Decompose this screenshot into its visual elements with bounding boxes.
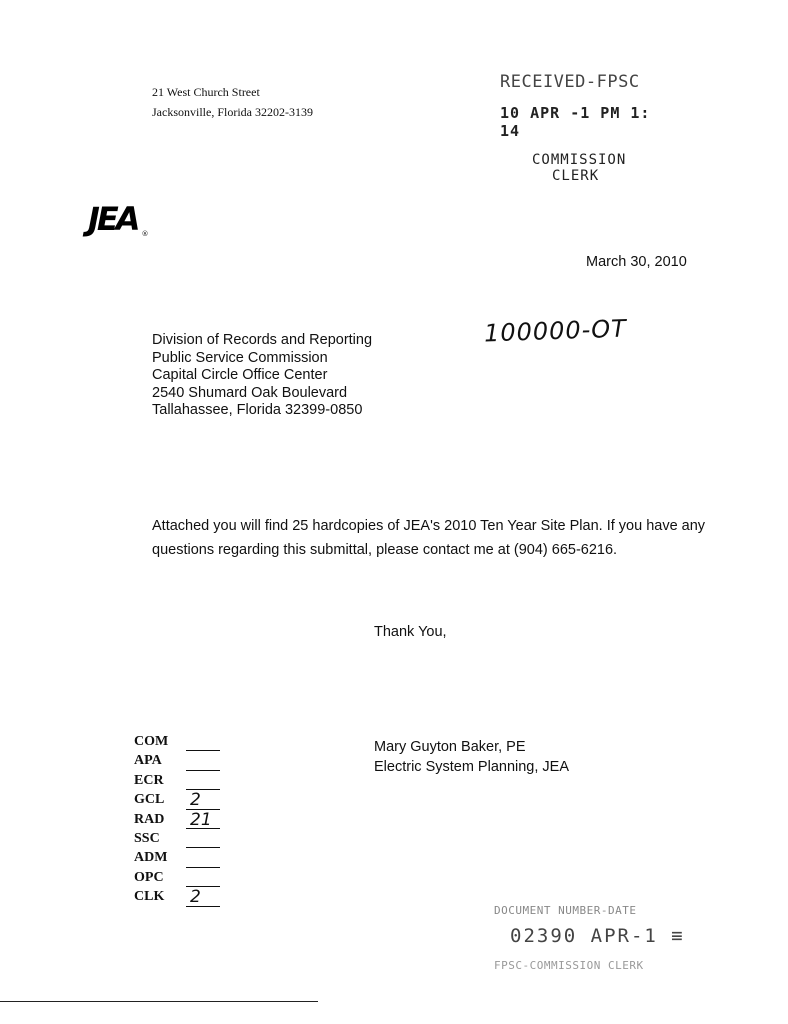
routing-row <box>134 771 220 790</box>
signature-block <box>374 737 569 777</box>
body-paragraph: Attached you will find 25 hardcopies of JEA's 2010 Ten Year Site Plan. If you have any questions regarding this submittal, please contact me at (904) 665-6216. <box>152 518 706 558</box>
recipient-address <box>152 332 372 420</box>
routing-code: SSC <box>134 830 160 846</box>
routing-row <box>134 829 220 848</box>
sender-address <box>152 82 313 122</box>
received-stamp-commission: COMMISSION <box>532 152 627 168</box>
routing-code: ECR <box>134 772 164 788</box>
recipient-line-2: Public Service Commission <box>152 349 328 366</box>
routing-code: RAD <box>134 811 165 827</box>
received-stamp-datetime: 10 APR -1 PM 1: 14 <box>500 104 651 140</box>
recipient-line-3: Capital Circle Office Center <box>152 367 328 383</box>
routing-code: GCL <box>134 792 165 808</box>
document-stamp-number: 02390 APR-1 ≡ <box>510 925 685 947</box>
routing-code: ADM <box>134 850 168 866</box>
routing-blank <box>186 809 220 830</box>
routing-value: 21 <box>190 809 212 830</box>
routing-blank <box>186 833 220 848</box>
routing-blank <box>186 872 220 887</box>
routing-code: COM <box>134 733 169 749</box>
routing-blank <box>186 775 220 790</box>
sender-address-city: Jacksonville, Florida 32202-3139 <box>152 105 313 119</box>
recipient-line-4: 2540 Shumard Oak Boulevard <box>152 384 348 401</box>
routing-row <box>134 751 220 770</box>
routing-value: 2 <box>190 790 201 811</box>
routing-value: 2 <box>190 887 201 908</box>
routing-row <box>134 790 220 809</box>
routing-code: CLK <box>134 889 165 905</box>
bottom-divider <box>0 1001 318 1002</box>
routing-blank <box>186 853 220 868</box>
document-stamp-footer: FPSC-COMMISSION CLERK <box>494 959 644 972</box>
routing-row <box>134 868 220 887</box>
routing-code: OPC <box>134 869 164 885</box>
jea-logo <box>88 200 149 238</box>
closing: Thank You, <box>374 624 447 640</box>
registered-mark: ® <box>141 230 149 238</box>
signature-title: Electric System Planning, JEA <box>374 759 570 775</box>
received-stamp-title: RECEIVED-FPSC <box>500 72 640 92</box>
routing-blank <box>186 736 220 751</box>
recipient-line-1: Division of Records and Reporting <box>152 332 373 348</box>
routing-blank <box>186 756 220 771</box>
signature-name: Mary Guyton Baker, PE <box>374 739 526 755</box>
routing-blank <box>186 790 220 811</box>
sender-address-street: 21 West Church Street <box>152 85 260 99</box>
routing-blank <box>186 887 220 908</box>
document-stamp-header: DOCUMENT NUMBER-DATE <box>494 904 637 917</box>
routing-stamp <box>134 732 220 907</box>
routing-row <box>134 732 220 751</box>
docket-number: 100000-OT <box>483 314 628 348</box>
recipient-line-5: Tallahassee, Florida 32399-0850 <box>152 402 363 418</box>
letter-date: March 30, 2010 <box>586 254 687 270</box>
received-stamp-clerk: CLERK <box>552 168 600 184</box>
routing-row <box>134 848 220 867</box>
jea-logo-text: JEA <box>88 200 138 238</box>
document-number-stamp <box>494 904 694 972</box>
received-stamp <box>500 72 680 184</box>
routing-row <box>134 887 220 906</box>
routing-row <box>134 810 220 829</box>
routing-code: APA <box>134 753 162 769</box>
